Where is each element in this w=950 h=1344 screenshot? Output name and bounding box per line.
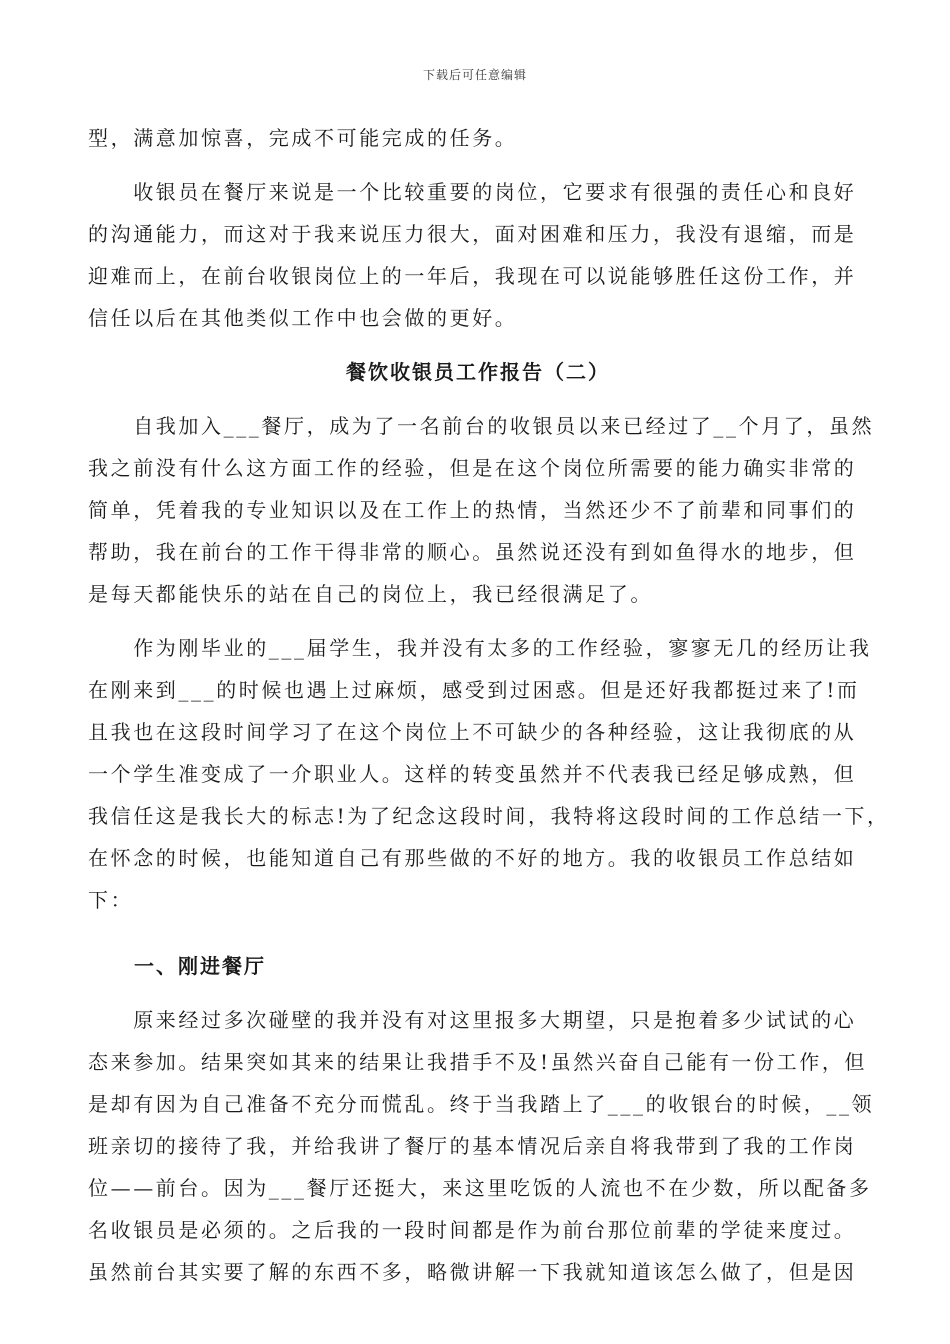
text-line: 名收银员是必须的。之后我的一段时间都是作为前台那位前辈的学徒来度过。 <box>88 1218 857 1242</box>
text-line: 我信任这是我长大的标志!为了纪念这段时间，我特将这段时间的工作总结一下， <box>88 804 890 828</box>
text-line: 迎难而上，在前台收银岗位上的一年后，我现在可以说能够胜任这份工作，并 <box>88 264 857 288</box>
text-line: 作为刚毕业的___届学生，我并没有太多的工作经验，寥寥无几的经历让我 <box>88 636 872 660</box>
text-line: 信任以后在其他类似工作中也会做的更好。 <box>88 306 518 330</box>
text-line: 我之前没有什么这方面工作的经验，但是在这个岗位所需要的能力确实非常的 <box>88 456 857 480</box>
text-line: 下： <box>88 888 134 912</box>
text-line: 的沟通能力，而这对于我来说压力很大，面对困难和压力，我没有退缩，而是 <box>88 222 857 246</box>
text-line: 是却有因为自己准备不充分而慌乱。终于当我踏上了___的收银台的时候，__领 <box>88 1092 875 1116</box>
report-title: 餐饮收银员工作报告（二） <box>346 360 610 384</box>
text-line: 虽然前台其实要了解的东西不多，略微讲解一下我就知道该怎么做了，但是因 <box>88 1260 857 1284</box>
document-body <box>88 117 890 1305</box>
text-line: 简单，凭着我的专业知识以及在工作上的热情，当然还少不了前辈和同事们的 <box>88 498 857 522</box>
text-line: 一个学生准变成了一介职业人。这样的转变虽然并不代表我已经足够成熟，但 <box>88 762 857 786</box>
text-line: 是每天都能快乐的站在自己的岗位上，我已经很满足了。 <box>88 582 653 606</box>
text-line: 态来参加。结果突如其来的结果让我措手不及!虽然兴奋自己能有一份工作，但 <box>88 1050 868 1074</box>
text-line: 在怀念的时候，也能知道自己有那些做的不好的地方。我的收银员工作总结如 <box>88 846 857 870</box>
paragraph-continuation <box>88 117 868 159</box>
text-line: 且我也在这段时间学习了在这个岗位上不可缺少的各种经验，这让我彻底的从 <box>88 720 857 744</box>
text-line: 型，满意加惊喜，完成不可能完成的任务。 <box>88 126 518 150</box>
paragraph-joining <box>88 405 875 615</box>
text-line: 自我加入___餐厅，成为了一名前台的收银员以来已经过了__个月了，虽然 <box>88 414 875 438</box>
paragraph-first-days <box>88 999 875 1293</box>
paragraph-cashier-role <box>88 171 868 339</box>
section-heading: 一、刚进餐厅 <box>134 954 266 978</box>
text-line: 位——前台。因为___餐厅还挺大，来这里吃饭的人流也不在少数，所以配备多 <box>88 1176 872 1200</box>
paragraph-graduate <box>88 627 890 921</box>
text-line: 原来经过多次碰壁的我并没有对这里报多大期望，只是抱着多少试试的心 <box>88 1008 857 1032</box>
text-line: 班亲切的接待了我，并给我讲了餐厅的基本情况后亲自将我带到了我的工作岗 <box>88 1134 857 1158</box>
text-line: 帮助，我在前台的工作干得非常的顺心。虽然说还没有到如鱼得水的地步，但 <box>88 540 857 564</box>
text-line: 在刚来到___的时候也遇上过麻烦，感受到过困惑。但是还好我都挺过来了!而 <box>88 678 860 702</box>
page-header-note: 下载后可任意编辑 <box>422 68 527 82</box>
text-line: 收银员在餐厅来说是一个比较重要的岗位，它要求有很强的责任心和良好 <box>88 180 857 204</box>
